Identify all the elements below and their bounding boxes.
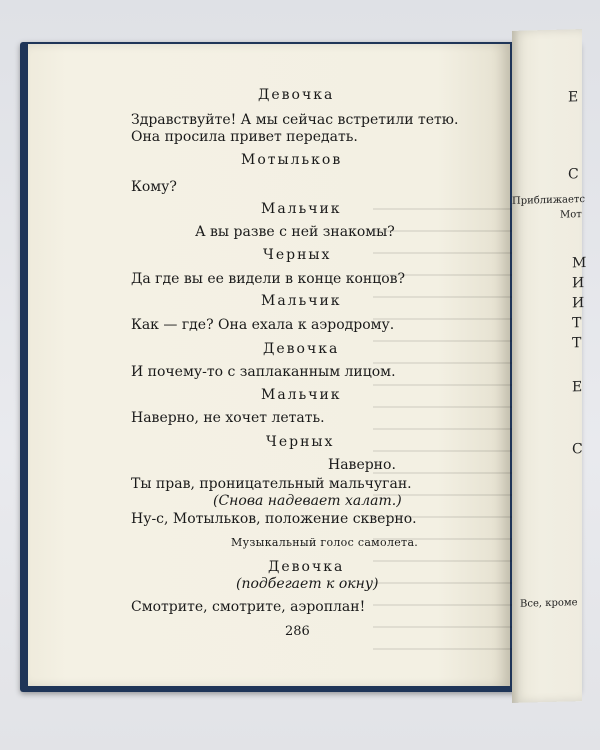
dialogue-line: Ну-с, Мотыльков, положение скверно. bbox=[131, 511, 417, 527]
page-number: 286 bbox=[285, 624, 310, 639]
dialogue-line: И почему-то с заплаканным лицом. bbox=[131, 364, 396, 380]
dialogue-line: Наверно. bbox=[328, 457, 396, 473]
dialogue-line: Она просила привет передать. bbox=[131, 129, 358, 145]
stage-direction: (подбегает к окну) bbox=[236, 576, 379, 592]
right-page-fragment: Е bbox=[568, 89, 579, 106]
right-page bbox=[512, 29, 587, 703]
dialogue-line: Да где вы ее видели в конце концов? bbox=[131, 271, 406, 287]
speaker-name: Девочка bbox=[268, 559, 345, 575]
right-page-fragment: С bbox=[568, 166, 579, 183]
right-page-fragment: Т bbox=[572, 335, 582, 352]
speaker-name: Мотыльков bbox=[241, 152, 343, 168]
dialogue-line: А вы разве с ней знакомы? bbox=[195, 224, 395, 240]
dialogue-line: Как — где? Она ехала к аэродрому. bbox=[131, 317, 395, 333]
speaker-name: Черных bbox=[266, 434, 335, 450]
speaker-name: Девочка bbox=[263, 341, 340, 357]
dialogue-line: Ты прав, проницательный мальчуган. bbox=[131, 476, 412, 492]
speaker-name: Мальчик bbox=[261, 293, 342, 309]
show-through-text bbox=[373, 194, 523, 664]
right-page-fragment: Все, кроме bbox=[520, 597, 578, 610]
right-page-fragment: И bbox=[572, 275, 585, 292]
dialogue-line: Здравствуйте! А мы сейчас встретили тетю. bbox=[131, 112, 459, 128]
right-page-fragment: Приближаетс bbox=[512, 194, 586, 207]
speaker-name: Девочка bbox=[258, 87, 335, 103]
right-page-fragment: Мот bbox=[560, 209, 582, 221]
right-page-fragment: Т bbox=[572, 315, 582, 332]
speaker-name: Черных bbox=[263, 247, 332, 263]
dialogue-line: Наверно, не хочет летать. bbox=[131, 410, 325, 426]
dialogue-line: Смотрите, смотрите, аэроплан! bbox=[131, 599, 366, 615]
stage-direction-small: Музыкальный голос самолета. bbox=[231, 536, 419, 549]
right-page-fragment: С bbox=[572, 441, 583, 458]
stage-direction: (Снова надевает халат.) bbox=[213, 493, 402, 509]
dialogue-line: Кому? bbox=[131, 179, 177, 195]
speaker-name: Мальчик bbox=[261, 201, 342, 217]
speaker-name: Мальчик bbox=[261, 387, 342, 403]
right-page-fragment: М bbox=[572, 254, 587, 272]
right-page-fragment: И bbox=[572, 295, 585, 312]
right-page-fragment: Е bbox=[572, 379, 583, 396]
